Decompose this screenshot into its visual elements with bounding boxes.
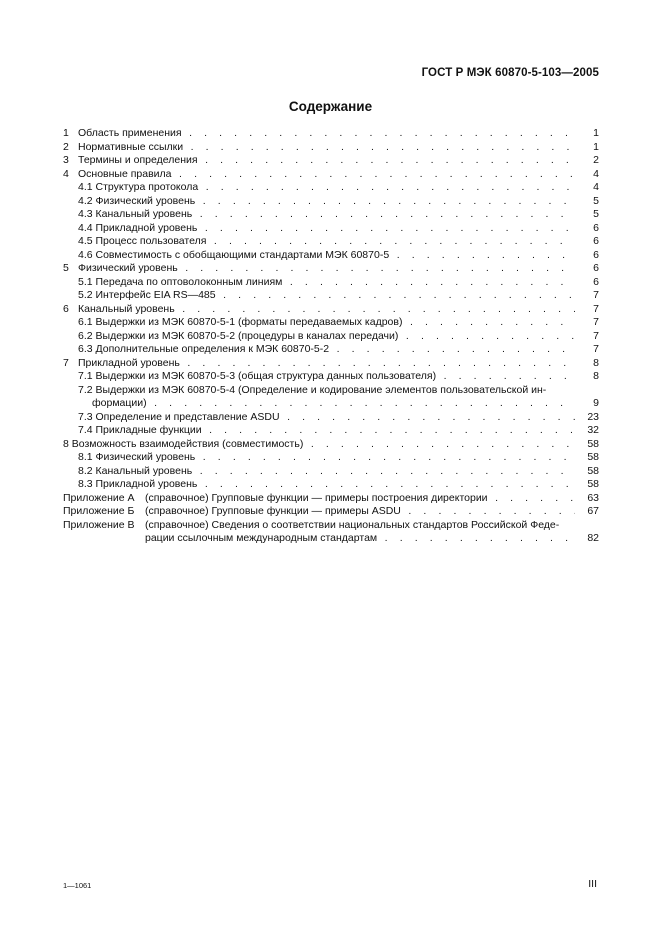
toc-entry-page: 4 bbox=[593, 167, 599, 180]
table-of-contents bbox=[63, 127, 599, 546]
print-code: 1—1061 bbox=[63, 881, 92, 890]
toc-entry-page: 23 bbox=[587, 410, 599, 423]
toc-entry[interactable] bbox=[63, 438, 599, 452]
toc-entry-page: 4 bbox=[593, 181, 599, 193]
toc-entry-title: 8.1 Физический уровень . . . bbox=[78, 451, 575, 465]
toc-entry-title: Термины и определения . . . bbox=[78, 154, 575, 168]
toc-entry-number: 1 bbox=[63, 127, 69, 139]
toc-entry[interactable] bbox=[63, 343, 599, 357]
toc-entry[interactable] bbox=[63, 330, 599, 344]
toc-entry[interactable] bbox=[63, 384, 599, 398]
toc-entry[interactable] bbox=[63, 262, 599, 276]
toc-entry[interactable] bbox=[63, 465, 599, 479]
toc-entry-page: 7 bbox=[593, 289, 599, 301]
toc-entry-page: 7 bbox=[593, 316, 599, 328]
appendix-entry[interactable] bbox=[63, 519, 599, 533]
toc-entry-page: 1 bbox=[593, 127, 599, 139]
toc-entry-title: формации) . . . bbox=[92, 397, 575, 411]
toc-entry[interactable] bbox=[63, 357, 599, 371]
toc-entry-title: 4.5 Процесс пользователя . . . bbox=[78, 235, 575, 249]
toc-entry-number: 6 bbox=[63, 302, 69, 315]
toc-entry-number: 2 bbox=[63, 140, 69, 153]
toc-entry-page: 58 bbox=[587, 478, 599, 490]
appendix-title: (справочное) Групповые функции — примеры построения директории . . . bbox=[145, 492, 575, 506]
toc-entry-page: 58 bbox=[587, 437, 599, 450]
appendix-title: (справочное) Сведения о соответствии национальных стандартов Российской Феде- bbox=[145, 518, 560, 531]
document-code: ГОСТ Р МЭК 60870-5-103—2005 bbox=[421, 67, 599, 79]
appendix-page: 67 bbox=[587, 505, 599, 517]
toc-entry-title: 4.4 Прикладной уровень . . . bbox=[78, 222, 575, 236]
toc-entry-number: 4 bbox=[63, 167, 69, 180]
toc-entry-page: 6 bbox=[593, 262, 599, 274]
toc-entry-title: Основные правила . . . bbox=[78, 168, 575, 182]
toc-entry[interactable] bbox=[63, 141, 599, 155]
toc-entry-page: 6 bbox=[593, 221, 599, 234]
toc-entry-title: 7.3 Определение и представление ASDU . . . bbox=[78, 411, 575, 425]
toc-entry-title: 4.2 Физический уровень . . . bbox=[78, 195, 575, 209]
toc-entry[interactable] bbox=[63, 276, 599, 290]
toc-entry-number: 7 bbox=[63, 356, 69, 369]
toc-entry[interactable] bbox=[63, 154, 599, 168]
toc-entry-page: 8 bbox=[593, 370, 599, 382]
toc-entry[interactable] bbox=[63, 397, 599, 411]
toc-entry[interactable] bbox=[63, 127, 599, 141]
toc-entry-number: 5 bbox=[63, 262, 69, 274]
appendix-entry[interactable] bbox=[63, 505, 599, 519]
toc-entry[interactable] bbox=[63, 316, 599, 330]
toc-entry-title: 7.1 Выдержки из МЭК 60870-5-3 (общая структура данных пользователя) . . . bbox=[78, 370, 575, 384]
toc-entry[interactable] bbox=[63, 478, 599, 492]
toc-entry-page: 58 bbox=[587, 451, 599, 463]
toc-entry-page: 7 bbox=[593, 302, 599, 315]
page-number: III bbox=[588, 878, 597, 890]
toc-entry-page: 6 bbox=[593, 235, 599, 247]
toc-entry-page: 7 bbox=[593, 329, 599, 342]
toc-entry-title: 4.6 Совместимость с обобщающими стандартами МЭК 60870-5 . . . bbox=[78, 249, 575, 263]
toc-entry[interactable] bbox=[63, 451, 599, 465]
toc-entry-title: 5.2 Интерфейс EIA RS—485 . . . bbox=[78, 289, 575, 303]
toc-entry-page: 7 bbox=[593, 343, 599, 355]
toc-entry-title: 6.2 Выдержки из МЭК 60870-5-2 (процедуры в каналах передачи) . . . bbox=[78, 330, 575, 344]
page-title: Содержание bbox=[288, 99, 373, 114]
toc-entry-page: 6 bbox=[593, 248, 599, 261]
toc-entry-title: 4.3 Канальный уровень . . . bbox=[78, 208, 575, 222]
toc-entry-page: 32 bbox=[587, 424, 599, 436]
appendix-entry[interactable] bbox=[63, 492, 599, 506]
toc-entry-title: 8.2 Канальный уровень . . . bbox=[78, 465, 575, 479]
appendix-label: Приложение Б bbox=[63, 505, 135, 517]
toc-entry[interactable] bbox=[63, 235, 599, 249]
toc-entry-title: 6.1 Выдержки из МЭК 60870-5-1 (форматы передаваемых кадров) . . . bbox=[78, 316, 575, 330]
toc-entry-title: Физический уровень . . . bbox=[78, 262, 575, 276]
toc-entry-page: 5 bbox=[593, 208, 599, 220]
toc-entry[interactable] bbox=[63, 222, 599, 236]
toc-entry-title: 5.1 Передача по оптоволоконным линиям . . . bbox=[78, 276, 575, 290]
toc-entry-title: 7.4 Прикладные функции . . . bbox=[78, 424, 575, 438]
appendix-title: (справочное) Групповые функции — примеры ASDU . . . bbox=[145, 505, 575, 519]
toc-entry-title: Область применения . . . bbox=[78, 127, 575, 141]
appendix-page: 63 bbox=[587, 491, 599, 504]
appendix-title: рации ссылочным международным стандартам . . . bbox=[145, 532, 575, 546]
toc-entry[interactable] bbox=[63, 303, 599, 317]
toc-entry-page: 5 bbox=[593, 194, 599, 207]
appendix-label: Приложение В bbox=[63, 518, 135, 531]
toc-entry-page: 6 bbox=[593, 275, 599, 288]
toc-entry-title: Прикладной уровень . . . bbox=[78, 357, 575, 371]
toc-entry-title: 6.3 Дополнительные определения к МЭК 60870-5-2 . . . bbox=[78, 343, 575, 357]
toc-entry-title: 7.2 Выдержки из МЭК 60870-5-4 (Определение и кодирование элементов пользовательской ин- bbox=[78, 383, 547, 396]
appendix-entry[interactable] bbox=[63, 532, 599, 546]
toc-entry-page: 58 bbox=[587, 464, 599, 477]
toc-entry[interactable] bbox=[63, 195, 599, 209]
toc-entry-title: 8 Возможность взаимодействия (совместимость) . . . bbox=[63, 438, 575, 452]
toc-entry[interactable] bbox=[63, 424, 599, 438]
toc-entry[interactable] bbox=[63, 289, 599, 303]
toc-entry[interactable] bbox=[63, 411, 599, 425]
toc-entry[interactable] bbox=[63, 370, 599, 384]
appendix-page: 82 bbox=[587, 532, 599, 544]
toc-entry-page: 9 bbox=[593, 397, 599, 409]
toc-entry-page: 2 bbox=[593, 154, 599, 166]
toc-entry[interactable] bbox=[63, 208, 599, 222]
toc-entry[interactable] bbox=[63, 181, 599, 195]
toc-entry-number: 3 bbox=[63, 154, 69, 166]
toc-entry-title: 8.3 Прикладной уровень . . . bbox=[78, 478, 575, 492]
toc-entry-title: Нормативные ссылки . . . bbox=[78, 141, 575, 155]
toc-entry-page: 8 bbox=[593, 356, 599, 369]
toc-entry[interactable] bbox=[63, 249, 599, 263]
toc-entry-title: Канальный уровень . . . bbox=[78, 303, 575, 317]
appendix-label: Приложение А bbox=[63, 491, 135, 504]
toc-entry-page: 1 bbox=[593, 140, 599, 153]
toc-entry-title: 4.1 Структура протокола . . . bbox=[78, 181, 575, 195]
toc-entry[interactable] bbox=[63, 168, 599, 182]
